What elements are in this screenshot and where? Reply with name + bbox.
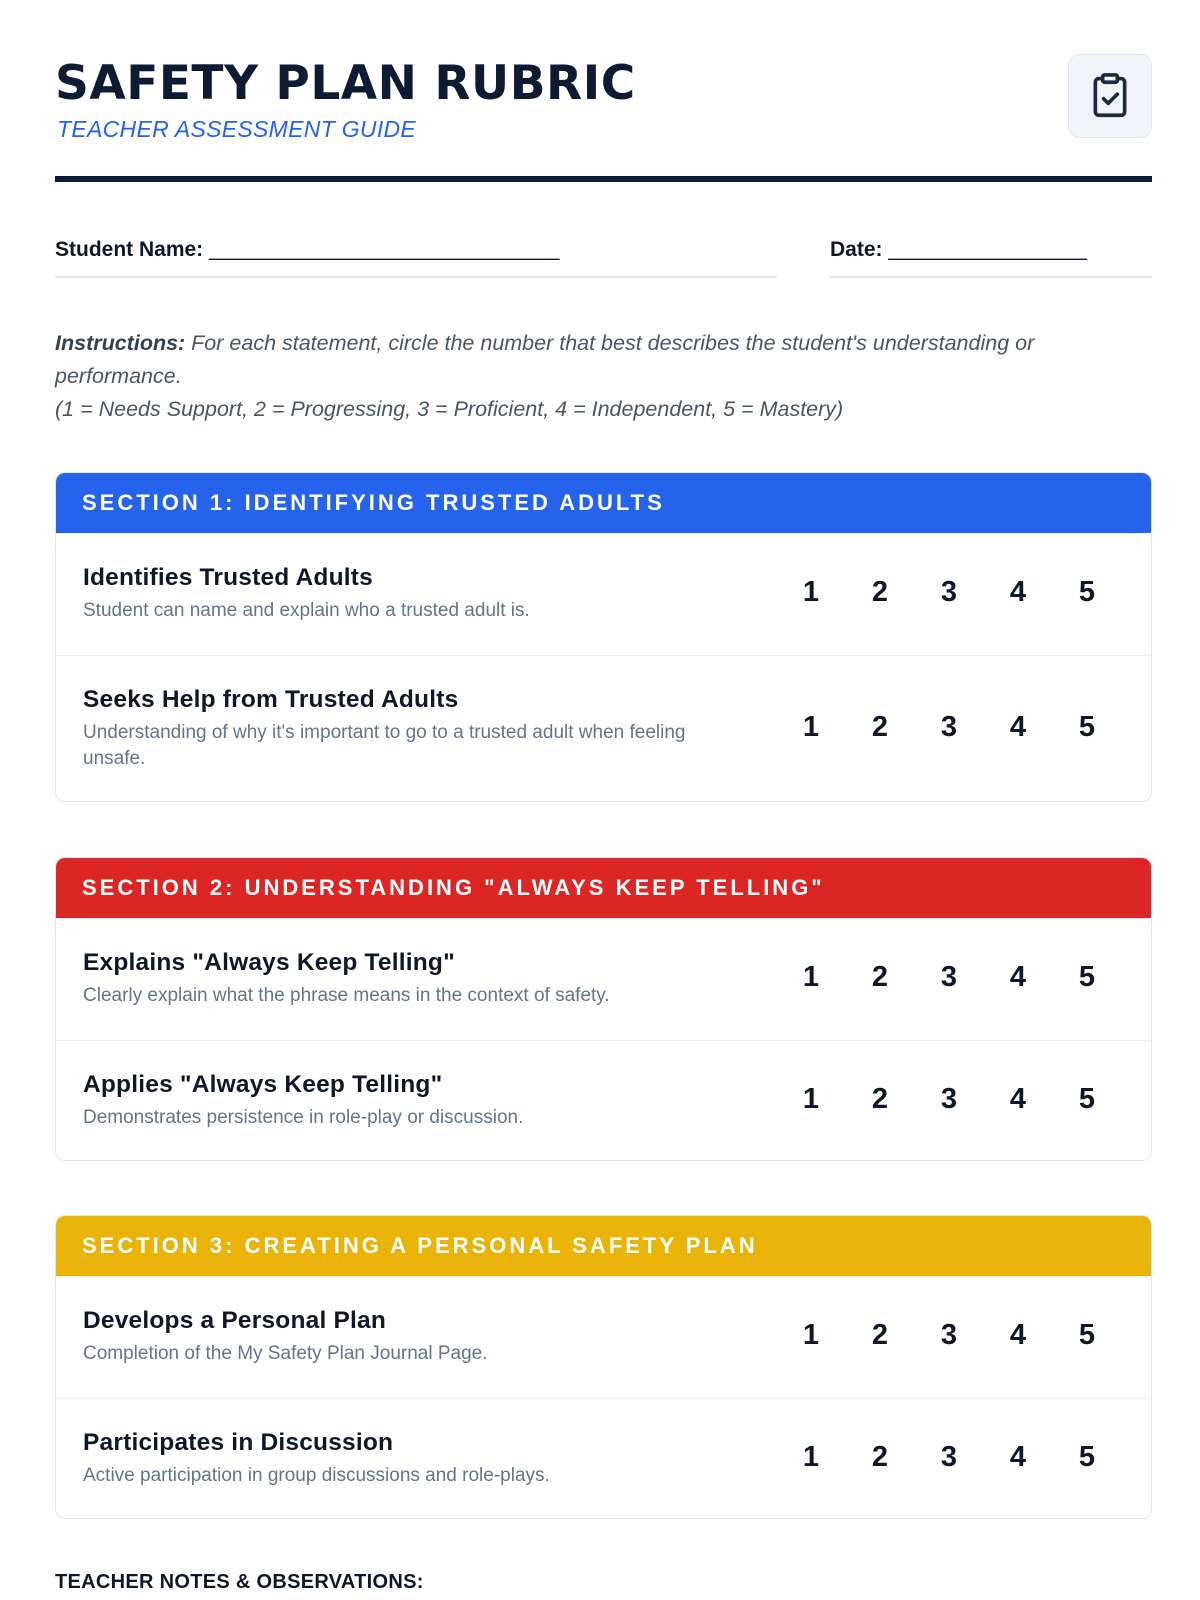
criterion-title: Applies "Always Keep Telling"	[83, 1071, 443, 1098]
score-option-3[interactable]: 3	[940, 711, 957, 743]
score-options	[750, 1441, 1095, 1474]
score-option-1[interactable]: 1	[802, 1319, 819, 1351]
score-option-2[interactable]: 2	[871, 576, 888, 608]
score-options	[750, 711, 1095, 744]
score-option-3[interactable]: 3	[940, 1441, 957, 1473]
score-option-3[interactable]: 3	[940, 1319, 957, 1351]
score-option-2[interactable]: 2	[871, 1083, 888, 1115]
criterion-title: Identifies Trusted Adults	[83, 564, 373, 591]
score-option-2[interactable]: 2	[871, 711, 888, 743]
criterion-title: Develops a Personal Plan	[83, 1307, 387, 1334]
rubric-row	[56, 1040, 1151, 1160]
score-option-2[interactable]: 2	[871, 1441, 888, 1473]
score-option-5[interactable]: 5	[1078, 576, 1095, 608]
instructions-text: For each statement, circle the number that best describes the student's understanding or performance.	[55, 331, 1035, 388]
score-option-4[interactable]: 4	[1009, 1319, 1026, 1351]
criterion-description: Completion of the My Safety Plan Journal Page.	[83, 1343, 488, 1364]
clipboard-badge	[1068, 54, 1152, 138]
score-option-4[interactable]: 4	[1009, 961, 1026, 993]
rubric-row	[56, 918, 1151, 1040]
teacher-notes-heading: TEACHER NOTES & OBSERVATIONS:	[55, 1571, 424, 1593]
student-info	[55, 226, 1152, 278]
score-option-4[interactable]: 4	[1009, 1441, 1026, 1473]
section-header: SECTION 1: IDENTIFYING TRUSTED ADULTS	[56, 473, 1151, 533]
instructions-scale: (1 = Needs Support, 2 = Progressing, 3 = Proficient, 4 = Independent, 5 = Mastery)	[55, 397, 844, 421]
score-option-1[interactable]: 1	[802, 576, 819, 608]
score-option-5[interactable]: 5	[1078, 961, 1095, 993]
date-label: Date:	[830, 238, 883, 261]
rubric-row	[56, 655, 1151, 801]
score-option-1[interactable]: 1	[802, 1083, 819, 1115]
criterion-title: Participates in Discussion	[83, 1429, 394, 1456]
score-option-3[interactable]: 3	[940, 1083, 957, 1115]
score-option-3[interactable]: 3	[940, 961, 957, 993]
criterion-title: Explains "Always Keep Telling"	[83, 949, 455, 976]
page-title: SAFETY PLAN RUBRIC	[55, 56, 636, 111]
criterion-description: Clearly explain what the phrase means in the context of safety.	[83, 985, 610, 1006]
instructions	[55, 327, 1152, 426]
instructions-lead: Instructions:	[55, 331, 186, 355]
page-subtitle: TEACHER ASSESSMENT GUIDE	[57, 116, 417, 142]
score-option-4[interactable]: 4	[1009, 711, 1026, 743]
score-options	[750, 1319, 1095, 1352]
score-options	[750, 1083, 1095, 1116]
student-name-field[interactable]	[55, 226, 777, 278]
student-name-label: Student Name:	[55, 238, 204, 261]
score-option-1[interactable]: 1	[802, 711, 819, 743]
rubric-row	[56, 1276, 1151, 1398]
section-always-keep-telling	[55, 857, 1152, 1161]
score-option-5[interactable]: 5	[1078, 1083, 1095, 1115]
criterion-description: Active participation in group discussions and role-plays.	[83, 1465, 550, 1486]
score-option-5[interactable]: 5	[1078, 1441, 1095, 1473]
score-options	[750, 576, 1095, 609]
clipboard-check-icon	[1088, 72, 1132, 120]
criterion-description: Understanding of why it's important to go to a trusted adult when feeling unsafe.	[83, 722, 686, 769]
score-option-4[interactable]: 4	[1009, 576, 1026, 608]
rubric-row	[56, 1398, 1151, 1518]
score-option-3[interactable]: 3	[940, 576, 957, 608]
section-header: SECTION 2: UNDERSTANDING "ALWAYS KEEP TELLING"	[56, 858, 1151, 918]
score-options	[750, 961, 1095, 994]
criterion-description: Student can name and explain who a trusted adult is.	[83, 600, 530, 621]
criterion-description: Demonstrates persistence in role-play or discussion.	[83, 1107, 524, 1128]
score-option-1[interactable]: 1	[802, 1441, 819, 1473]
date-field[interactable]	[830, 226, 1152, 278]
section-header: SECTION 3: CREATING A PERSONAL SAFETY PLAN	[56, 1216, 1151, 1276]
rubric-page	[55, 0, 1152, 1593]
header	[55, 0, 1152, 182]
score-option-5[interactable]: 5	[1078, 1319, 1095, 1351]
section-trusted-adults	[55, 472, 1152, 802]
date-line: _________________	[888, 238, 1087, 261]
score-option-5[interactable]: 5	[1078, 711, 1095, 743]
score-option-1[interactable]: 1	[802, 961, 819, 993]
criterion-title: Seeks Help from Trusted Adults	[83, 686, 459, 713]
rubric-row	[56, 533, 1151, 655]
score-option-4[interactable]: 4	[1009, 1083, 1026, 1115]
section-personal-safety-plan	[55, 1215, 1152, 1519]
student-name-line: ______________________________	[209, 238, 560, 261]
score-option-2[interactable]: 2	[871, 961, 888, 993]
score-option-2[interactable]: 2	[871, 1319, 888, 1351]
